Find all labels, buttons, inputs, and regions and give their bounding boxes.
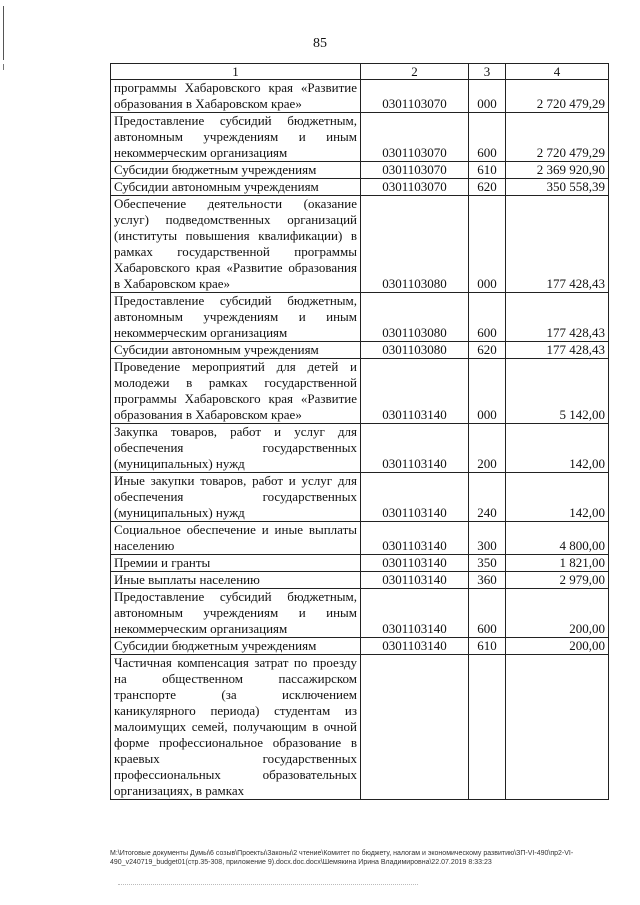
row-code-cell: 0301103140 (361, 473, 469, 522)
table-row (111, 424, 609, 473)
row-sum-cell: 2 720 479,29 (506, 80, 609, 113)
row-name-cell: Субсидии бюджетным учреждениям (111, 162, 361, 179)
row-kvr-cell: 000 (469, 196, 506, 293)
table-row (111, 162, 609, 179)
row-sum-cell: 1 821,00 (506, 555, 609, 572)
row-kvr-cell: 350 (469, 555, 506, 572)
row-code-cell: 0301103080 (361, 293, 469, 342)
table-row (111, 293, 609, 342)
row-kvr-cell: 300 (469, 522, 506, 555)
row-kvr-cell: 620 (469, 342, 506, 359)
row-kvr-cell: 610 (469, 162, 506, 179)
row-name-cell: Субсидии бюджетным учреждениям (111, 638, 361, 655)
header-col-2: 2 (361, 64, 469, 80)
row-sum-cell (506, 655, 609, 800)
row-sum-cell: 177 428,43 (506, 196, 609, 293)
table-row (111, 655, 609, 800)
row-code-cell (361, 655, 469, 800)
row-code-cell: 0301103070 (361, 179, 469, 196)
row-name-cell: Субсидии автономным учреждениям (111, 342, 361, 359)
row-name-cell: Закупка товаров, работ и услуг для обеспечения государственных (муниципальных) нужд (111, 424, 361, 473)
row-code-cell: 0301103140 (361, 572, 469, 589)
row-kvr-cell: 610 (469, 638, 506, 655)
margin-binding-mark-small (3, 64, 4, 70)
row-sum-cell: 2 979,00 (506, 572, 609, 589)
table-row (111, 113, 609, 162)
row-code-cell: 0301103140 (361, 589, 469, 638)
page-number: 85 (313, 36, 327, 51)
table-row (111, 80, 609, 113)
row-name-cell: Субсидии автономным учреждениям (111, 179, 361, 196)
row-code-cell: 0301103070 (361, 80, 469, 113)
row-name-cell: Проведение мероприятий для детей и молодежи в рамках государственной программы Хабаровского края «Развитие образования в Хабаровском крае» (111, 359, 361, 424)
table-row (111, 196, 609, 293)
row-code-cell: 0301103080 (361, 196, 469, 293)
table-row (111, 359, 609, 424)
table-row (111, 555, 609, 572)
header-col-1: 1 (111, 64, 361, 80)
row-name-cell: Предоставление субсидий бюджетным, автономным учреждениям и иным некоммерческим организациям (111, 293, 361, 342)
row-code-cell: 0301103080 (361, 342, 469, 359)
row-sum-cell: 177 428,43 (506, 293, 609, 342)
row-sum-cell: 200,00 (506, 589, 609, 638)
row-code-cell: 0301103140 (361, 555, 469, 572)
row-kvr-cell: 600 (469, 293, 506, 342)
row-name-cell: Предоставление субсидий бюджетным, автономным учреждениям и иным некоммерческим организациям (111, 589, 361, 638)
row-name-cell: Социальное обеспечение и иные выплаты населению (111, 522, 361, 555)
file-path-footer: M:\Итоговые документы Думы\6 созыв\Проекты\Законы\2 чтение\Комитет по бюджету, налогам и экономическому развитию\ЗП-VI-490\пр2-VI-490_v240719_budget01(стр.35-308, приложение 9).docx.doc.docx\Шемякина Ирина Владимировна\22.07.2019 8:33:23 (110, 850, 574, 866)
row-sum-cell: 142,00 (506, 424, 609, 473)
budget-table (110, 63, 609, 800)
row-sum-cell: 177 428,43 (506, 342, 609, 359)
row-name-cell: программы Хабаровского края «Развитие образования в Хабаровском крае» (111, 80, 361, 113)
table-row (111, 473, 609, 522)
row-kvr-cell: 000 (469, 80, 506, 113)
header-col-4: 4 (506, 64, 609, 80)
row-code-cell: 0301103070 (361, 113, 469, 162)
row-kvr-cell: 600 (469, 113, 506, 162)
row-sum-cell: 142,00 (506, 473, 609, 522)
row-name-cell: Обеспечение деятельности (оказание услуг) подведомственных организаций (институты повышения квалификации) в рамках государственной программы Хабаровского края «Развитие образования в Хабаровском крае» (111, 196, 361, 293)
row-sum-cell: 2 720 479,29 (506, 113, 609, 162)
row-sum-cell: 200,00 (506, 638, 609, 655)
row-name-cell: Иные выплаты населению (111, 572, 361, 589)
row-name-cell: Премии и гранты (111, 555, 361, 572)
table-row (111, 638, 609, 655)
row-kvr-cell: 200 (469, 424, 506, 473)
faint-bottom-line (118, 884, 418, 889)
row-code-cell: 0301103140 (361, 359, 469, 424)
table-body (111, 80, 609, 800)
row-name-cell: Предоставление субсидий бюджетным, автономным учреждениям и иным некоммерческим организациям (111, 113, 361, 162)
table-row (111, 179, 609, 196)
row-sum-cell: 5 142,00 (506, 359, 609, 424)
table-row (111, 572, 609, 589)
row-kvr-cell: 600 (469, 589, 506, 638)
table-header-row (111, 64, 609, 80)
table-row (111, 589, 609, 638)
header-col-3: 3 (469, 64, 506, 80)
row-code-cell: 0301103140 (361, 424, 469, 473)
row-name-cell: Частичная компенсация затрат по проезду на общественном пассажирском транспорте (за исключением каникулярного периода) студентам из малоимущих семей, получающим в очной форме профессиональное образование в краевых государственных профессиональных образовательных организациях, в рамках (111, 655, 361, 800)
row-name-cell: Иные закупки товаров, работ и услуг для обеспечения государственных (муниципальных) нужд (111, 473, 361, 522)
row-kvr-cell (469, 655, 506, 800)
table-row (111, 522, 609, 555)
row-kvr-cell: 240 (469, 473, 506, 522)
row-code-cell: 0301103070 (361, 162, 469, 179)
row-code-cell: 0301103140 (361, 638, 469, 655)
row-kvr-cell: 360 (469, 572, 506, 589)
table-row (111, 342, 609, 359)
row-sum-cell: 4 800,00 (506, 522, 609, 555)
row-kvr-cell: 000 (469, 359, 506, 424)
row-code-cell: 0301103140 (361, 522, 469, 555)
row-sum-cell: 2 369 920,90 (506, 162, 609, 179)
row-sum-cell: 350 558,39 (506, 179, 609, 196)
row-kvr-cell: 620 (469, 179, 506, 196)
